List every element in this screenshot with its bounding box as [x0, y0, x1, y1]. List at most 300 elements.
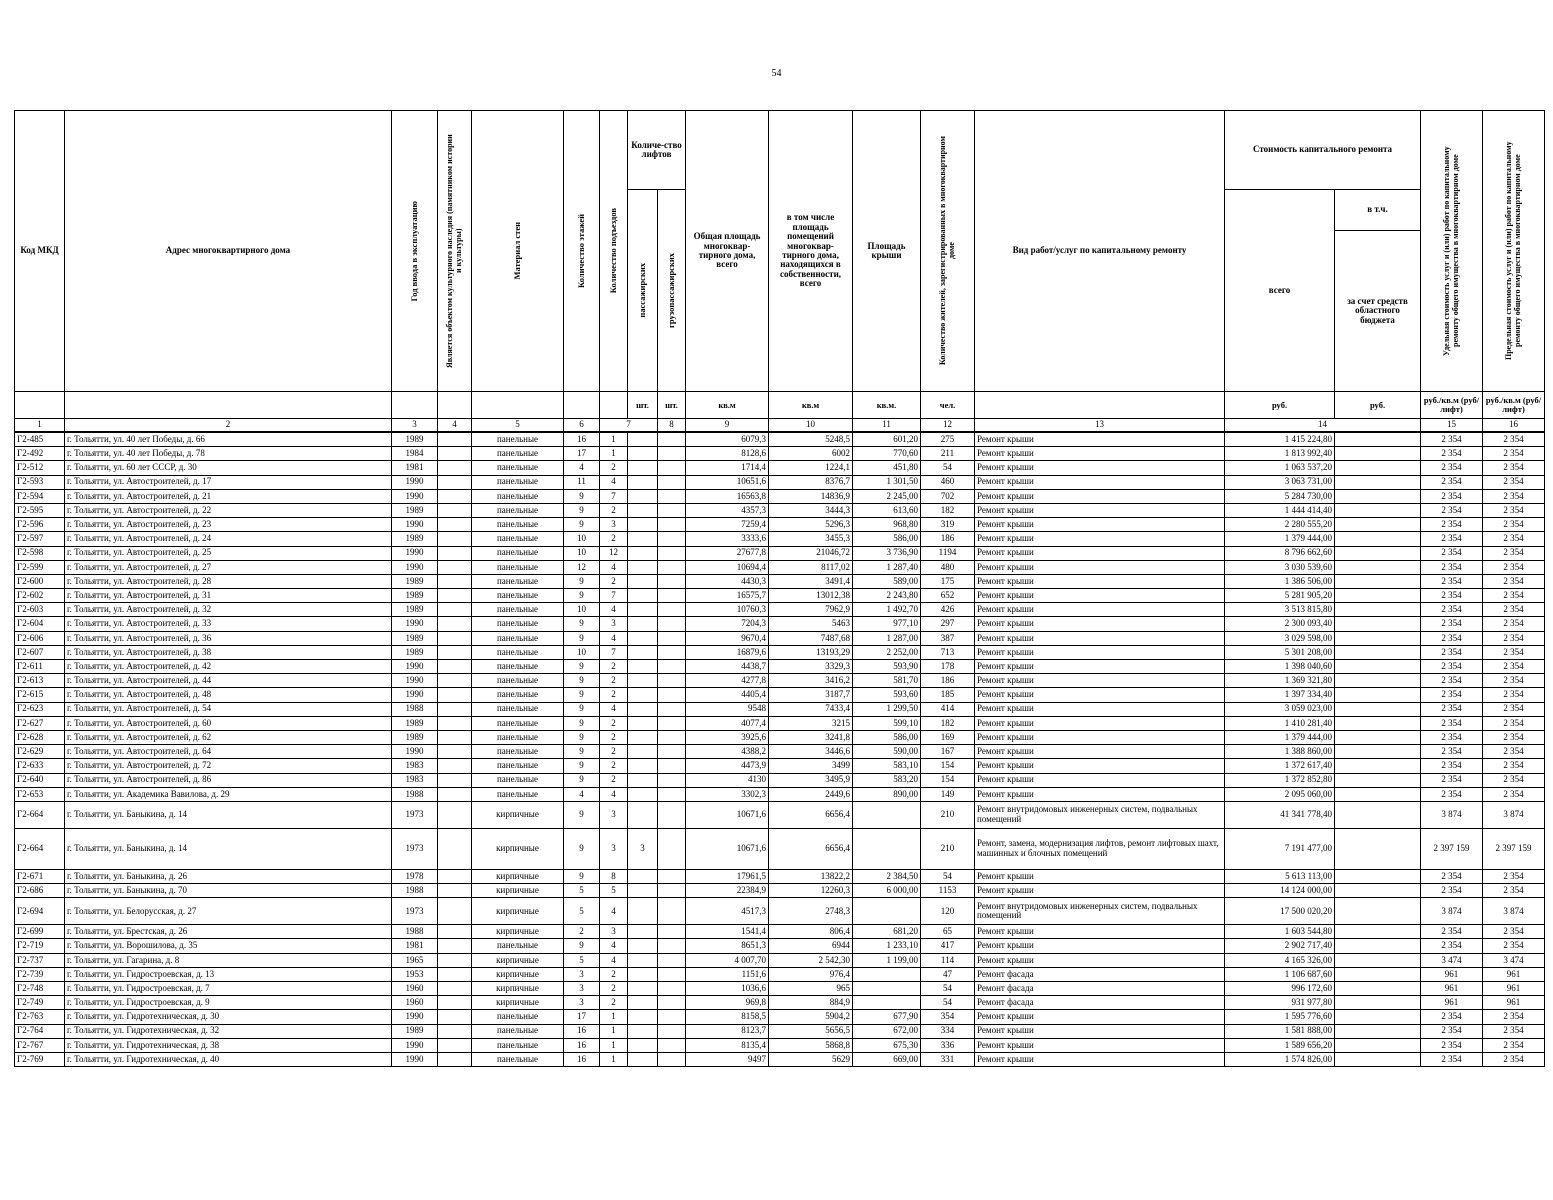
- table-cell: [438, 489, 472, 503]
- table-row: [15, 589, 1545, 603]
- header-unit-cost: Удельная стоимость услуг и (или) работ по капитальному ремонту общего имущества в многоквартирном доме: [1421, 111, 1483, 392]
- table-cell: 1990: [392, 745, 438, 759]
- table-cell: панельные: [472, 1010, 564, 1024]
- table-cell: [658, 645, 686, 659]
- table-cell: 961: [1421, 982, 1483, 996]
- table-cell: 2 354: [1421, 617, 1483, 631]
- table-cell: 2 354: [1421, 702, 1483, 716]
- table-cell: 4: [564, 787, 600, 801]
- table-cell: 210: [921, 828, 975, 869]
- table-cell: 2: [600, 745, 628, 759]
- table-cell: кирпичные: [472, 953, 564, 967]
- table-cell: [658, 503, 686, 517]
- table-cell: [658, 1010, 686, 1024]
- table-cell: 120: [921, 898, 975, 925]
- table-cell: [628, 716, 658, 730]
- table-cell: 1 372 617,40: [1225, 759, 1335, 773]
- table-cell: [628, 967, 658, 981]
- table-cell: [438, 716, 472, 730]
- table-cell: 1541,4: [686, 925, 769, 939]
- table-cell: Ремонт крыши: [975, 939, 1225, 953]
- table-cell: 2: [600, 996, 628, 1010]
- table-cell: [438, 603, 472, 617]
- table-cell: [628, 953, 658, 967]
- table-cell: 16: [564, 1024, 600, 1038]
- table-cell: 2 354: [1483, 631, 1545, 645]
- table-cell: [628, 759, 658, 773]
- table-cell: 806,4: [769, 925, 853, 939]
- table-cell: 2 354: [1421, 745, 1483, 759]
- table-cell: 1988: [392, 925, 438, 939]
- table-cell: [628, 745, 658, 759]
- table-cell: 996 172,60: [1225, 982, 1335, 996]
- table-cell: 9: [564, 674, 600, 688]
- table-cell: 5: [564, 884, 600, 898]
- table-cell: 7: [600, 489, 628, 503]
- table-cell: 2 354: [1483, 759, 1545, 773]
- table-cell: Г2-604: [15, 617, 65, 631]
- table-cell: [1335, 884, 1421, 898]
- table-cell: [658, 884, 686, 898]
- table-cell: 426: [921, 603, 975, 617]
- table-row: [15, 745, 1545, 759]
- table-cell: [1335, 645, 1421, 659]
- table-cell: 210: [921, 801, 975, 828]
- table-row: [15, 787, 1545, 801]
- table-cell: 2: [600, 503, 628, 517]
- table-cell: 17: [564, 447, 600, 461]
- table-cell: [1335, 730, 1421, 744]
- table-cell: г. Тольятти, ул. Автостроителей, д. 38: [65, 645, 392, 659]
- header-residents: Количество жителей, зарегистрированных в многоквартирном доме: [921, 111, 975, 392]
- table-cell: [438, 702, 472, 716]
- table-row: [15, 953, 1545, 967]
- table-cell: 10: [564, 603, 600, 617]
- table-cell: Ремонт внутридомовых инженерных систем, подвальных помещений: [975, 801, 1225, 828]
- table-cell: г. Тольятти, ул. Академика Вавилова, д. 29: [65, 787, 392, 801]
- table-cell: 211: [921, 447, 975, 461]
- table-cell: 1 199,00: [853, 953, 921, 967]
- table-cell: 2 354: [1483, 1024, 1545, 1038]
- table-cell: 14836,9: [769, 489, 853, 503]
- table-cell: 460: [921, 475, 975, 489]
- table-row: [15, 702, 1545, 716]
- table-cell: [438, 574, 472, 588]
- table-cell: 331: [921, 1052, 975, 1066]
- table-cell: [628, 645, 658, 659]
- table-cell: [658, 702, 686, 716]
- table-cell: Г2-594: [15, 489, 65, 503]
- table-cell: 2 300 093,40: [1225, 617, 1335, 631]
- table-cell: г. Тольятти, ул. Автостроителей, д. 54: [65, 702, 392, 716]
- table-cell: 2 354: [1421, 1024, 1483, 1038]
- table-cell: 961: [1483, 982, 1545, 996]
- table-cell: 16879,6: [686, 645, 769, 659]
- table-cell: [853, 801, 921, 828]
- table-row: [15, 939, 1545, 953]
- table-cell: 3: [564, 982, 600, 996]
- table-cell: 6 000,00: [853, 884, 921, 898]
- header-floors: Количество этажей: [564, 111, 600, 392]
- table-cell: 2 354: [1483, 702, 1545, 716]
- table-cell: панельные: [472, 447, 564, 461]
- table-cell: 2 354: [1483, 461, 1545, 475]
- table-row: [15, 660, 1545, 674]
- table-cell: г. Тольятти, ул. Автостроителей, д. 48: [65, 688, 392, 702]
- table-cell: 154: [921, 759, 975, 773]
- table-cell: 10: [564, 532, 600, 546]
- table-cell: 1 410 281,40: [1225, 716, 1335, 730]
- table-cell: [438, 745, 472, 759]
- header-address: Адрес многоквартирного дома: [65, 111, 392, 392]
- table-cell: 6944: [769, 939, 853, 953]
- table-cell: г. Тольятти, ул. Автостроителей, д. 22: [65, 503, 392, 517]
- table-cell: [658, 787, 686, 801]
- table-cell: 1: [600, 1010, 628, 1024]
- table-cell: [1335, 475, 1421, 489]
- table-cell: 2 354: [1421, 869, 1483, 883]
- table-cell: Ремонт крыши: [975, 518, 1225, 532]
- table-cell: [1335, 489, 1421, 503]
- table-cell: 1 589 656,20: [1225, 1038, 1335, 1052]
- table-cell: 5463: [769, 617, 853, 631]
- table-cell: кирпичные: [472, 828, 564, 869]
- table-row: [15, 1024, 1545, 1038]
- table-cell: 1989: [392, 589, 438, 603]
- table-cell: 672,00: [853, 1024, 921, 1038]
- table-cell: [1335, 953, 1421, 967]
- table-cell: [438, 447, 472, 461]
- table-row: [15, 716, 1545, 730]
- table-cell: [658, 631, 686, 645]
- table-cell: 977,10: [853, 617, 921, 631]
- table-cell: [1335, 447, 1421, 461]
- table-cell: 16563,8: [686, 489, 769, 503]
- table-cell: панельные: [472, 532, 564, 546]
- table-cell: 354: [921, 1010, 975, 1024]
- table-cell: 589,00: [853, 574, 921, 588]
- table-cell: 7 191 477,00: [1225, 828, 1335, 869]
- table-cell: [628, 939, 658, 953]
- table-cell: 1989: [392, 503, 438, 517]
- table-cell: панельные: [472, 730, 564, 744]
- table-cell: Ремонт крыши: [975, 759, 1225, 773]
- table-cell: 3495,9: [769, 773, 853, 787]
- unit-area-owned: кв.м: [769, 392, 853, 419]
- table-cell: 3: [628, 828, 658, 869]
- table-cell: г. Тольятти, ул. Автостроителей, д. 17: [65, 475, 392, 489]
- table-cell: 9: [564, 730, 600, 744]
- table-cell: 586,00: [853, 532, 921, 546]
- unit-max-cost: руб./кв.м (руб/лифт): [1483, 392, 1545, 419]
- table-cell: г. Тольятти, ул. Автостроителей, д. 27: [65, 560, 392, 574]
- table-cell: 9: [564, 869, 600, 883]
- table-cell: 47: [921, 967, 975, 981]
- table-cell: 669,00: [853, 1052, 921, 1066]
- table-cell: 4388,2: [686, 745, 769, 759]
- table-cell: Г2-664: [15, 801, 65, 828]
- table-cell: [1335, 996, 1421, 1010]
- table-cell: 2 354: [1483, 645, 1545, 659]
- table-cell: 7962,9: [769, 603, 853, 617]
- table-row: [15, 503, 1545, 517]
- table-cell: Г2-606: [15, 631, 65, 645]
- table-cell: 7: [600, 645, 628, 659]
- header-roof-area: Площадь крыши: [853, 111, 921, 392]
- table-cell: [438, 475, 472, 489]
- table-cell: Г2-749: [15, 996, 65, 1010]
- header-code: Код МКД: [15, 111, 65, 392]
- table-cell: панельные: [472, 702, 564, 716]
- header-lifts: Количе-ство лифтов: [628, 111, 686, 190]
- table-cell: 16: [564, 1052, 600, 1066]
- table-cell: г. Тольятти, ул. Брестская, д. 26: [65, 925, 392, 939]
- table-cell: 275: [921, 432, 975, 447]
- table-cell: [438, 461, 472, 475]
- table-cell: панельные: [472, 1052, 564, 1066]
- table-cell: [658, 773, 686, 787]
- table-cell: [628, 660, 658, 674]
- table-cell: 10671,6: [686, 828, 769, 869]
- table-cell: 2 354: [1483, 560, 1545, 574]
- table-cell: 586,00: [853, 730, 921, 744]
- table-cell: кирпичные: [472, 996, 564, 1010]
- table-cell: [1335, 660, 1421, 674]
- table-cell: 2 354: [1483, 787, 1545, 801]
- table-cell: 5: [564, 953, 600, 967]
- table-cell: Г2-600: [15, 574, 65, 588]
- table-cell: Ремонт крыши: [975, 688, 1225, 702]
- table-row: [15, 828, 1545, 869]
- table-cell: 9: [564, 631, 600, 645]
- unit-lifts-cargo: шт.: [658, 392, 686, 419]
- table-cell: 3: [600, 925, 628, 939]
- table-cell: 2: [564, 925, 600, 939]
- table-cell: [628, 1052, 658, 1066]
- table-cell: [658, 447, 686, 461]
- table-cell: 5: [564, 898, 600, 925]
- table-cell: 480: [921, 560, 975, 574]
- table-cell: Г2-611: [15, 660, 65, 674]
- table-cell: 3491,4: [769, 574, 853, 588]
- table-cell: 182: [921, 716, 975, 730]
- table-cell: Ремонт крыши: [975, 560, 1225, 574]
- table-cell: 581,70: [853, 674, 921, 688]
- table-cell: 4077,4: [686, 716, 769, 730]
- table-cell: 13822,2: [769, 869, 853, 883]
- table-cell: 7: [600, 589, 628, 603]
- table-cell: 22384,9: [686, 884, 769, 898]
- table-cell: [1335, 688, 1421, 702]
- table-cell: [628, 503, 658, 517]
- table-cell: Г2-640: [15, 773, 65, 787]
- table-cell: Ремонт крыши: [975, 716, 1225, 730]
- table-cell: 3329,3: [769, 660, 853, 674]
- table-cell: 1989: [392, 631, 438, 645]
- table-cell: 5868,8: [769, 1038, 853, 1052]
- table-cell: г. Тольятти, ул. Автостроителей, д. 62: [65, 730, 392, 744]
- table-cell: панельные: [472, 645, 564, 659]
- table-cell: 8 796 662,60: [1225, 546, 1335, 560]
- table-cell: [853, 828, 921, 869]
- table-cell: [438, 589, 472, 603]
- table-cell: 2 354: [1421, 447, 1483, 461]
- table-cell: панельные: [472, 574, 564, 588]
- table-cell: 2 354: [1483, 475, 1545, 489]
- table-cell: Г2-623: [15, 702, 65, 716]
- table-cell: 1990: [392, 518, 438, 532]
- table-cell: [658, 603, 686, 617]
- table-cell: 2 354: [1421, 939, 1483, 953]
- table-cell: панельные: [472, 1038, 564, 1052]
- table-cell: [438, 432, 472, 447]
- table-cell: Г2-613: [15, 674, 65, 688]
- table-cell: 1989: [392, 432, 438, 447]
- table-cell: панельные: [472, 589, 564, 603]
- table-cell: 2: [600, 532, 628, 546]
- table-cell: [1335, 574, 1421, 588]
- table-cell: 2 354: [1483, 745, 1545, 759]
- table-cell: 8651,3: [686, 939, 769, 953]
- table-cell: Ремонт крыши: [975, 953, 1225, 967]
- table-cell: 2 354: [1483, 660, 1545, 674]
- table-cell: [1335, 967, 1421, 981]
- table-cell: 8158,5: [686, 1010, 769, 1024]
- table-cell: [438, 617, 472, 631]
- table-cell: панельные: [472, 688, 564, 702]
- table-cell: Ремонт крыши: [975, 645, 1225, 659]
- table-cell: Ремонт крыши: [975, 489, 1225, 503]
- table-cell: 451,80: [853, 461, 921, 475]
- table-cell: [438, 996, 472, 1010]
- table-cell: Г2-653: [15, 787, 65, 801]
- table-cell: Ремонт крыши: [975, 869, 1225, 883]
- table-cell: 9: [564, 518, 600, 532]
- table-cell: 1960: [392, 996, 438, 1010]
- table-cell: Ремонт крыши: [975, 730, 1225, 744]
- table-cell: 593,60: [853, 688, 921, 702]
- table-cell: 9: [564, 939, 600, 953]
- table-cell: 13012,38: [769, 589, 853, 603]
- table-cell: 3 874: [1483, 898, 1545, 925]
- table-cell: 4: [600, 603, 628, 617]
- table-cell: 5 301 208,00: [1225, 645, 1335, 659]
- table-cell: [658, 518, 686, 532]
- table-cell: Г2-719: [15, 939, 65, 953]
- table-cell: Ремонт крыши: [975, 702, 1225, 716]
- table-cell: 175: [921, 574, 975, 588]
- table-cell: 1 492,70: [853, 603, 921, 617]
- table-cell: 2 354: [1421, 716, 1483, 730]
- table-cell: Г2-737: [15, 953, 65, 967]
- table-cell: 1036,6: [686, 982, 769, 996]
- table-cell: 1 063 537,20: [1225, 461, 1335, 475]
- table-cell: 1 388 860,00: [1225, 745, 1335, 759]
- table-cell: [1335, 801, 1421, 828]
- table-cell: 1990: [392, 1038, 438, 1052]
- table-cell: 1: [600, 1052, 628, 1066]
- table-cell: 2 397 159: [1421, 828, 1483, 869]
- table-cell: [628, 674, 658, 688]
- table-cell: 2 354: [1421, 546, 1483, 560]
- table-cell: [658, 869, 686, 883]
- table-cell: 3302,3: [686, 787, 769, 801]
- table-cell: 2 354: [1421, 518, 1483, 532]
- table-cell: [853, 898, 921, 925]
- table-cell: 1 398 040,60: [1225, 660, 1335, 674]
- table-cell: 3925,6: [686, 730, 769, 744]
- table-cell: 2 354: [1483, 674, 1545, 688]
- header-cost-total: всего: [1225, 190, 1335, 392]
- table-cell: 2 280 555,20: [1225, 518, 1335, 532]
- table-cell: [1335, 869, 1421, 883]
- table-cell: Ремонт крыши: [975, 603, 1225, 617]
- table-cell: 1990: [392, 617, 438, 631]
- table-cell: [438, 869, 472, 883]
- table-cell: Г2-596: [15, 518, 65, 532]
- table-cell: кирпичные: [472, 869, 564, 883]
- table-cell: 1714,4: [686, 461, 769, 475]
- table-cell: Г2-633: [15, 759, 65, 773]
- table-cell: панельные: [472, 546, 564, 560]
- table-cell: [628, 518, 658, 532]
- table-cell: [438, 787, 472, 801]
- table-cell: 2 354: [1421, 589, 1483, 603]
- table-cell: 65: [921, 925, 975, 939]
- table-cell: г. Тольятти, ул. Баныкина, д. 26: [65, 869, 392, 883]
- table-cell: г. Тольятти, ул. Гидростроевская, д. 7: [65, 982, 392, 996]
- table-cell: 6656,4: [769, 801, 853, 828]
- table-cell: 3499: [769, 759, 853, 773]
- table-cell: 3 063 731,00: [1225, 475, 1335, 489]
- table-cell: Г2-595: [15, 503, 65, 517]
- table-cell: [438, 759, 472, 773]
- table-cell: Г2-769: [15, 1052, 65, 1066]
- table-cell: [658, 674, 686, 688]
- table-cell: г. Тольятти, ул. Автостроителей, д. 23: [65, 518, 392, 532]
- table-cell: 9670,4: [686, 631, 769, 645]
- table-cell: [628, 432, 658, 447]
- table-cell: 1 386 506,00: [1225, 574, 1335, 588]
- table-cell: [1335, 702, 1421, 716]
- table-cell: 1960: [392, 982, 438, 996]
- table-cell: 9497: [686, 1052, 769, 1066]
- table-cell: [628, 773, 658, 787]
- table-cell: 5296,3: [769, 518, 853, 532]
- table-cell: 2 354: [1483, 1052, 1545, 1066]
- table-cell: г. Тольятти, ул. Гидростроевская, д. 9: [65, 996, 392, 1010]
- table-cell: [628, 996, 658, 1010]
- table-cell: кирпичные: [472, 982, 564, 996]
- table-cell: 1224,1: [769, 461, 853, 475]
- table-cell: [1335, 532, 1421, 546]
- table-cell: 4: [600, 939, 628, 953]
- table-cell: [658, 953, 686, 967]
- table-cell: [438, 1024, 472, 1038]
- table-cell: 2 243,80: [853, 589, 921, 603]
- table-cell: 2 354: [1483, 546, 1545, 560]
- table-cell: [1335, 432, 1421, 447]
- table-cell: 2 354: [1421, 925, 1483, 939]
- table-cell: Г2-664: [15, 828, 65, 869]
- table-cell: панельные: [472, 475, 564, 489]
- table-cell: 1: [600, 1038, 628, 1052]
- table-row: [15, 759, 1545, 773]
- table-cell: 1953: [392, 967, 438, 981]
- table-cell: 9: [564, 617, 600, 631]
- table-cell: 2 354: [1421, 631, 1483, 645]
- table-cell: [628, 617, 658, 631]
